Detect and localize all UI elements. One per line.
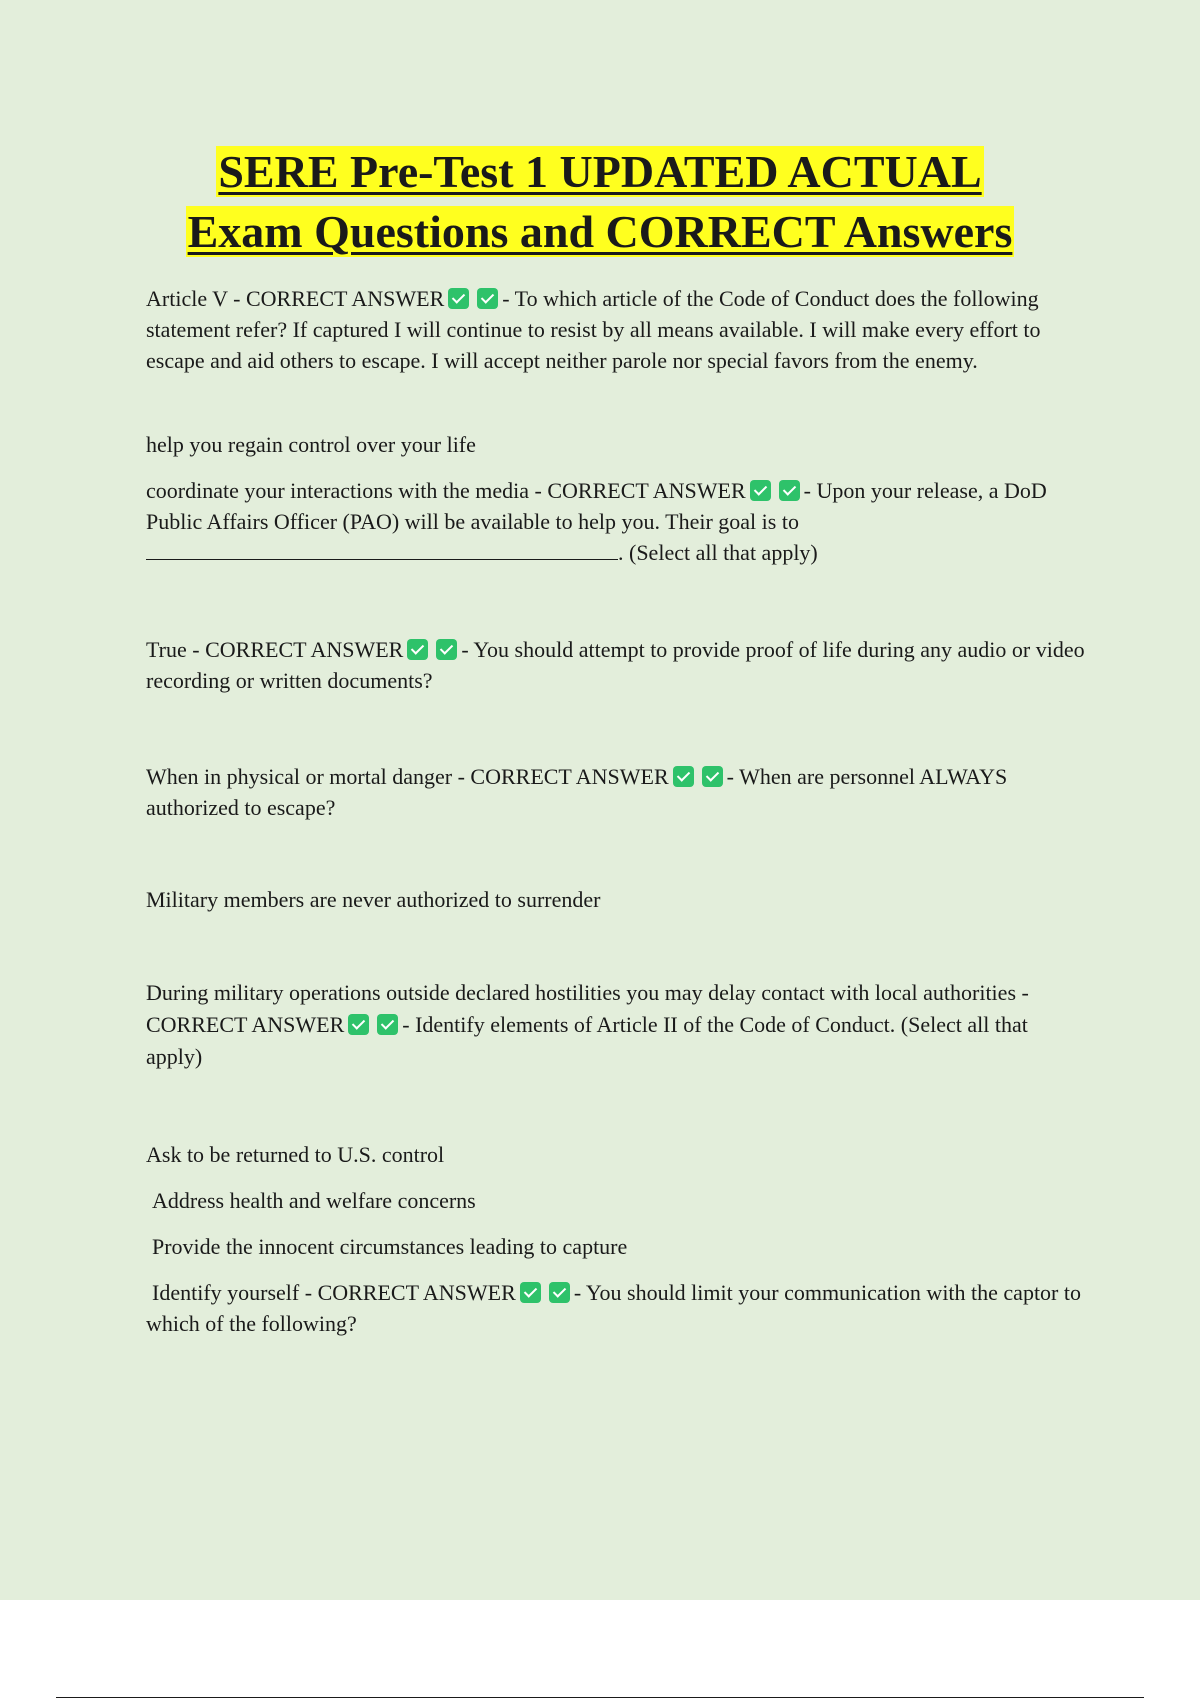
answer-text: When in physical or mortal danger - (146, 764, 471, 789)
document-body (146, 283, 1091, 1339)
option-text: Provide the innocent circumstances leading to capture (152, 1234, 628, 1259)
fill-in-blank (146, 537, 618, 560)
qa-item (146, 283, 1086, 376)
answer-text: coordinate your interactions with the media - (146, 478, 548, 503)
title-line-2: Exam Questions and CORRECT Answers (187, 206, 1013, 257)
check-mark-icon (407, 639, 428, 660)
check-mark-icon (520, 1282, 541, 1303)
answer-text: Article V - (146, 286, 246, 311)
correct-answer-label: CORRECT ANSWER (547, 478, 746, 503)
check-mark-icon (549, 1282, 570, 1303)
check-mark-icon (750, 480, 771, 501)
check-mark-icon (436, 639, 457, 660)
check-mark-icon (477, 288, 498, 309)
answer-text: During military operations outside declared hostilities you may delay contact with local authorities - (146, 980, 1035, 1005)
correct-answer-label: CORRECT ANSWER (146, 1012, 345, 1037)
qa-item (146, 475, 1086, 568)
answer-text: Identify yourself - (152, 1280, 318, 1305)
option-text: Address health and welfare concerns (152, 1188, 476, 1213)
question-text: - You should attempt to provide proof of life during any audio or video recording or written documents? (146, 637, 1091, 693)
question-text: - Identify elements of Article II of the Code of Conduct. (Select all that apply) (146, 1012, 1034, 1069)
footer-divider (56, 1697, 1144, 1698)
correct-answer-label: CORRECT ANSWER (317, 1280, 516, 1305)
correct-answer-label: CORRECT ANSWER (470, 764, 669, 789)
question-tail: . (Select all that apply) (618, 540, 818, 565)
check-mark-icon (377, 1014, 398, 1035)
qa-item (146, 1277, 1086, 1339)
correct-answer-label: CORRECT ANSWER (246, 286, 445, 311)
question-text: - To which article of the Code of Conduct does the following statement refer? If captured I will continue to resist by all means available. I will make every effort to escape and aid others to escape. I will accept neither parole nor special favors from the enemy. (146, 286, 1047, 373)
check-mark-icon (779, 480, 800, 501)
qa-item (146, 977, 1086, 1073)
question-text: - When are personnel ALWAYS authorized to escape? (146, 764, 1013, 820)
option-text: Ask to be returned to U.S. control (146, 1142, 445, 1167)
question-text: - Upon your release, a DoD Public Affairs Officer (PAO) will be available to help you. Their goal is to (146, 478, 1053, 534)
answer-text: True - (146, 637, 206, 662)
document-title (0, 142, 1200, 262)
correct-answer-label: CORRECT ANSWER (205, 637, 404, 662)
option-text: Military members are never authorized to surrender (146, 887, 601, 912)
check-mark-icon (673, 766, 694, 787)
check-mark-icon (348, 1014, 369, 1035)
title-line-1: SERE Pre-Test 1 UPDATED ACTUAL (218, 146, 982, 197)
check-mark-icon (448, 288, 469, 309)
qa-item (146, 634, 1091, 696)
check-mark-icon (702, 766, 723, 787)
question-text: - You should limit your communication with the captor to which of the following? (146, 1280, 1087, 1336)
qa-item (146, 761, 1086, 823)
option-text: help you regain control over your life (146, 432, 476, 457)
